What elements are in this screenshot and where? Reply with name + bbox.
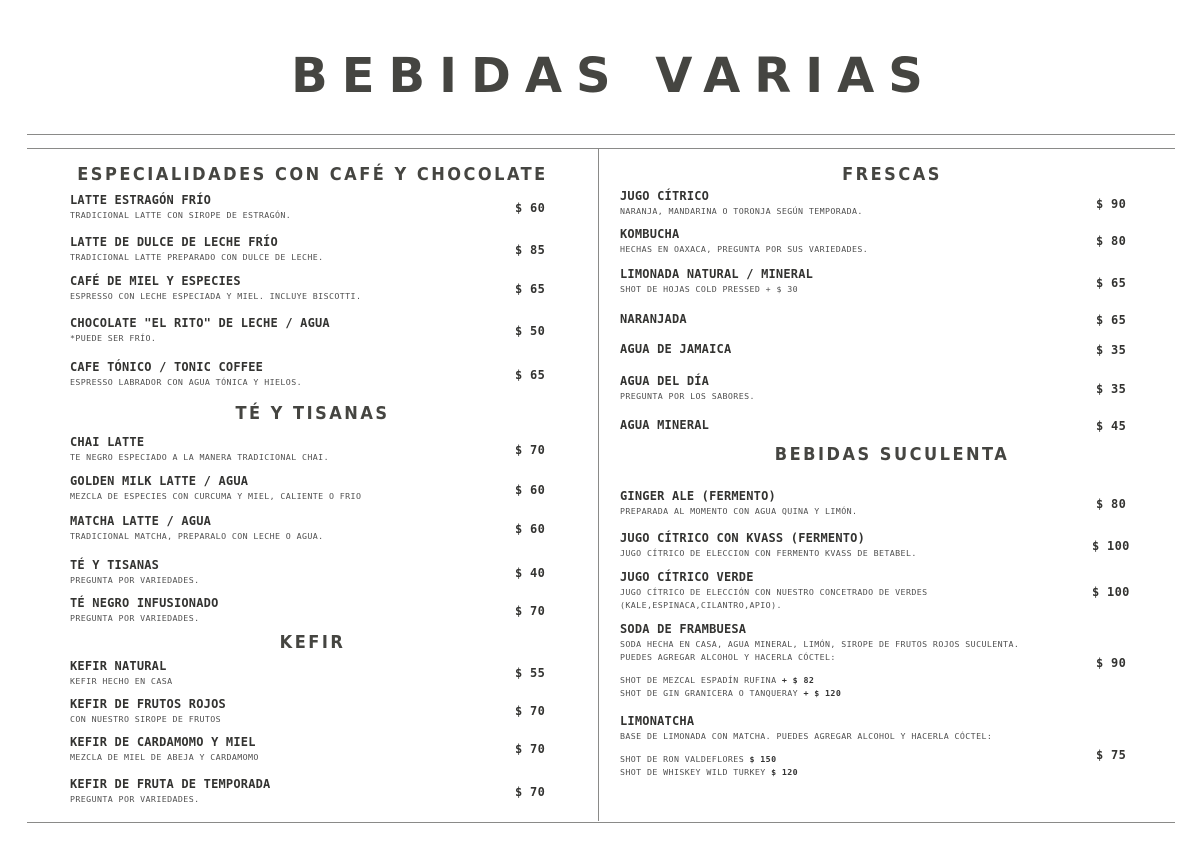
menu-item xyxy=(620,312,1080,327)
item-price: $ 55 xyxy=(515,666,546,680)
item-price: $ 70 xyxy=(515,785,546,799)
item-description: TE NEGRO ESPECIADO A LA MANERA TRADICIONAL CHAI. xyxy=(70,452,329,462)
section-heading-kefir: KEFIR xyxy=(279,632,346,653)
add-on-line: SHOT DE GIN GRANICERA O TANQUERAY + $ 120 xyxy=(620,688,842,698)
item-name: LIMONATCHA xyxy=(620,714,695,728)
item-description: CON NUESTRO SIROPE DE FRUTOS xyxy=(70,714,222,724)
item-price: $ 70 xyxy=(515,742,546,756)
item-name: NARANJADA xyxy=(620,312,687,326)
item-price: $ 80 xyxy=(1096,497,1127,511)
item-description: NARANJA, MANDARINA O TORONJA SEGÚN TEMPORADA. xyxy=(620,206,863,216)
menu-item xyxy=(620,267,1080,296)
item-price: $ 100 xyxy=(1092,539,1130,553)
bottom-divider xyxy=(27,822,1175,823)
item-description: KEFIR HECHO EN CASA xyxy=(70,676,173,686)
item-name: LATTE ESTRAGÓN FRÍO xyxy=(70,193,212,207)
add-on-line: SHOT DE WHISKEY WILD TURKEY $ 120 xyxy=(620,767,799,777)
item-price: $ 90 xyxy=(1096,197,1127,211)
item-name: KEFIR DE FRUTOS ROJOS xyxy=(70,697,226,711)
page-title: BEBIDAS VARIAS xyxy=(291,48,937,104)
item-description: *PUEDE SER FRÍO. xyxy=(70,333,157,343)
menu-item xyxy=(70,274,510,303)
menu-item xyxy=(70,659,510,688)
item-price: $ 75 xyxy=(1096,748,1127,762)
section-heading-cafe-chocolate: ESPECIALIDADES CON CAFÉ Y CHOCOLATE xyxy=(77,164,548,185)
item-name: SODA DE FRAMBUESA xyxy=(620,622,747,636)
item-description: TRADICIONAL MATCHA, PREPARALO CON LECHE O AGUA. xyxy=(70,531,324,541)
item-name: CHAI LATTE xyxy=(70,435,145,449)
item-name: JUGO CÍTRICO VERDE xyxy=(620,570,754,584)
item-name: MATCHA LATTE / AGUA xyxy=(70,514,212,528)
section-heading-bebidas-suculenta: BEBIDAS SUCULENTA xyxy=(774,444,1010,465)
item-name: JUGO CÍTRICO CON KVASS (FERMENTO) xyxy=(620,531,866,545)
item-description: JUGO CÍTRICO DE ELECCIÓN CON NUESTRO CONCETRADO DE VERDES (KALE,ESPINACA,CILANTRO,APIO). xyxy=(620,587,928,610)
item-name: JUGO CÍTRICO xyxy=(620,189,710,203)
item-price: $ 100 xyxy=(1092,585,1130,599)
item-name: TÉ Y TISANAS xyxy=(70,558,160,572)
item-description: BASE DE LIMONADA CON MATCHA. PUEDES AGREGAR ALCOHOL Y HACERLA CÓCTEL: xyxy=(620,731,993,741)
add-on-line: SHOT DE MEZCAL ESPADÍN RUFINA + $ 82 xyxy=(620,675,815,685)
item-name: CAFE TÓNICO / TONIC COFFEE xyxy=(70,360,264,374)
menu-item xyxy=(620,714,1020,779)
item-price: $ 60 xyxy=(515,483,546,497)
menu-item xyxy=(620,418,1080,433)
header-divider xyxy=(27,148,1175,149)
menu-item xyxy=(70,514,510,543)
item-price: $ 45 xyxy=(1096,419,1127,433)
menu-item xyxy=(70,558,510,587)
item-description: TRADICIONAL LATTE CON SIROPE DE ESTRAGÓN. xyxy=(70,210,292,220)
menu-item xyxy=(620,374,1080,403)
item-price: $ 65 xyxy=(1096,276,1127,290)
menu-item xyxy=(70,360,510,389)
item-price: $ 35 xyxy=(1096,343,1127,357)
item-price: $ 60 xyxy=(515,522,546,536)
item-description: ESPRESSO CON LECHE ESPECIADA Y MIEL. INCLUYE BISCOTTI. xyxy=(70,291,362,301)
item-name: LATTE DE DULCE DE LECHE FRÍO xyxy=(70,235,278,249)
item-name: KEFIR DE CARDAMOMO Y MIEL xyxy=(70,735,256,749)
item-price: $ 70 xyxy=(515,443,546,457)
item-description: MEZCLA DE ESPECIES CON CURCUMA Y MIEL, CALIENTE O FRIO xyxy=(70,491,362,501)
item-price: $ 65 xyxy=(515,282,546,296)
item-name: KEFIR DE FRUTA DE TEMPORADA xyxy=(70,777,271,791)
item-name: AGUA DEL DÍA xyxy=(620,374,710,388)
item-description: SODA HECHA EN CASA, AGUA MINERAL, LIMÓN, SIROPE DE FRUTOS ROJOS SUCULENTA. PUEDES AGREGAR ALCOHOL Y HACERLA CÓCTEL: xyxy=(620,639,1020,662)
item-price: $ 85 xyxy=(515,243,546,257)
menu-item xyxy=(620,531,1080,560)
item-price: $ 50 xyxy=(515,324,546,338)
menu-item xyxy=(620,489,1080,518)
menu-item xyxy=(70,193,510,222)
top-divider xyxy=(27,134,1175,135)
item-name: AGUA DE JAMAICA xyxy=(620,342,732,356)
item-description: PREGUNTA POR LOS SABORES. xyxy=(620,391,755,401)
item-name: KEFIR NATURAL xyxy=(70,659,167,673)
menu-item xyxy=(70,316,510,345)
menu-item xyxy=(620,189,1080,218)
item-name: CAFÉ DE MIEL Y ESPECIES xyxy=(70,274,241,288)
menu-item xyxy=(70,777,510,806)
menu-item xyxy=(70,474,510,503)
item-price: $ 65 xyxy=(1096,313,1127,327)
item-name: GINGER ALE (FERMENTO) xyxy=(620,489,776,503)
menu-item xyxy=(70,435,510,464)
item-price: $ 60 xyxy=(515,201,546,215)
menu-item xyxy=(620,227,1080,256)
add-on-line: SHOT DE RON VALDEFLORES $ 150 xyxy=(620,754,777,764)
item-name: GOLDEN MILK LATTE / AGUA xyxy=(70,474,249,488)
item-price: $ 70 xyxy=(515,704,546,718)
item-price: $ 70 xyxy=(515,604,546,618)
item-price: $ 40 xyxy=(515,566,546,580)
menu-item xyxy=(70,596,510,625)
item-name: LIMONADA NATURAL / MINERAL xyxy=(620,267,814,281)
item-description: PREGUNTA POR VARIEDADES. xyxy=(70,794,200,804)
item-description: JUGO CÍTRICO DE ELECCION CON FERMENTO KVASS DE BETABEL. xyxy=(620,548,917,558)
menu-item xyxy=(620,570,1020,612)
item-description: MEZCLA DE MIEL DE ABEJA Y CARDAMOMO xyxy=(70,752,259,762)
item-price: $ 80 xyxy=(1096,234,1127,248)
item-name: AGUA MINERAL xyxy=(620,418,710,432)
section-heading-te-tisanas: TÉ Y TISANAS xyxy=(235,403,390,424)
item-price: $ 65 xyxy=(515,368,546,382)
item-description: PREGUNTA POR VARIEDADES. xyxy=(70,575,200,585)
item-name: TÉ NEGRO INFUSIONADO xyxy=(70,596,219,610)
item-name: KOMBUCHA xyxy=(620,227,680,241)
item-description: SHOT DE HOJAS COLD PRESSED + $ 30 xyxy=(620,284,799,294)
section-heading-frescas: FRESCAS xyxy=(842,164,942,185)
item-description: TRADICIONAL LATTE PREPARADO CON DULCE DE LECHE. xyxy=(70,252,324,262)
item-description: PREPARADA AL MOMENTO CON AGUA QUINA Y LIMÓN. xyxy=(620,506,858,516)
menu-item xyxy=(70,697,510,726)
column-divider xyxy=(598,148,599,821)
item-name: CHOCOLATE "EL RITO" DE LECHE / AGUA xyxy=(70,316,330,330)
menu-item xyxy=(620,342,1080,357)
menu-item xyxy=(70,235,510,264)
menu-item xyxy=(620,622,1020,700)
menu-item xyxy=(70,735,510,764)
item-description: PREGUNTA POR VARIEDADES. xyxy=(70,613,200,623)
item-price: $ 35 xyxy=(1096,382,1127,396)
item-description: HECHAS EN OAXACA, PREGUNTA POR SUS VARIEDADES. xyxy=(620,244,869,254)
item-price: $ 90 xyxy=(1096,656,1127,670)
item-description: ESPRESSO LABRADOR CON AGUA TÓNICA Y HIELOS. xyxy=(70,377,302,387)
